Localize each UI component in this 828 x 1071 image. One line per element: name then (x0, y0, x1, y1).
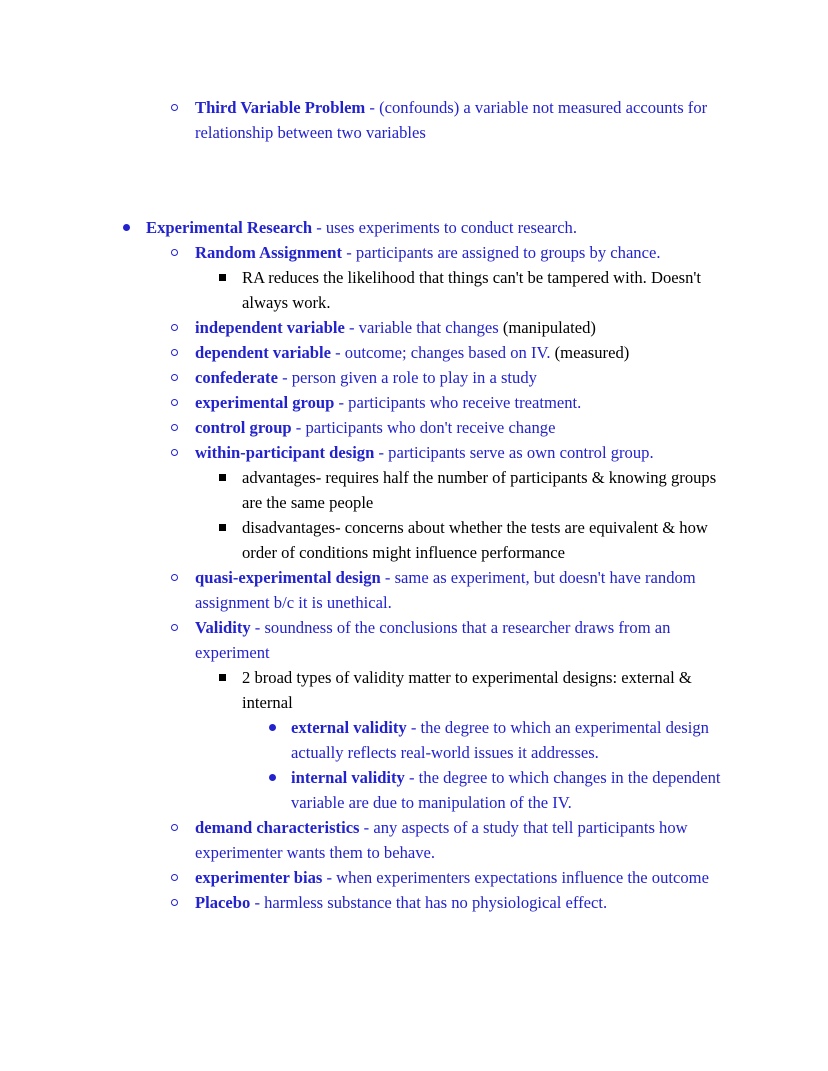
term-text: confederate (195, 368, 278, 387)
term-text: experimental group (195, 393, 335, 412)
definition-text: - outcome; changes based on IV. (330, 343, 555, 362)
bullet-circle-icon (171, 624, 178, 631)
term-text: Experimental Research (146, 218, 313, 237)
term-text: external validity (291, 718, 407, 737)
list-item-placebo (0, 890, 828, 915)
term-text: demand characteristics (195, 818, 360, 837)
term-text: experimenter bias (195, 868, 323, 887)
list-item-experimental-research (0, 215, 828, 240)
list-item-third-variable-problem (0, 95, 828, 145)
list-item-control-group (0, 415, 828, 440)
note-text: advantages- requires half the number of participants & knowing groups are the same people (242, 468, 717, 512)
list-item-ra-note (0, 265, 828, 315)
bullet-disc-icon (269, 724, 276, 731)
bullet-circle-icon (171, 349, 178, 356)
definition-text: - same as experiment, but doesn't have random assignment b/c it is unethical. (195, 568, 696, 612)
definition-text: - uses experiments to conduct research. (312, 218, 578, 237)
list-item-dependent-variable (0, 340, 828, 365)
list-item-random-assignment (0, 240, 828, 265)
bullet-circle-icon (171, 899, 178, 906)
bullet-square-icon (219, 524, 226, 531)
bullet-circle-icon (171, 104, 178, 111)
definition-text: - (confounds) a variable not measured accounts for relationship between two variables (195, 98, 708, 142)
list-item-advantages (0, 465, 828, 515)
definition-text: - when experimenters expectations influence the outcome (322, 868, 709, 887)
list-item-demand-characteristics (0, 815, 828, 865)
bullet-circle-icon (171, 399, 178, 406)
list-item-within-participant-design (0, 440, 828, 465)
annotation-text: (manipulated) (502, 318, 596, 337)
bullet-square-icon (219, 674, 226, 681)
definition-text: - the degree to which an experimental design actually reflects real-world issues it addresses. (291, 718, 709, 762)
bullet-circle-icon (171, 249, 178, 256)
annotation-text: (measured) (554, 343, 630, 362)
bullet-disc-icon (123, 224, 130, 231)
list-item-validity (0, 615, 828, 665)
term-text: Placebo (195, 893, 251, 912)
list-item-validity-types-note (0, 665, 828, 715)
bullet-square-icon (219, 274, 226, 281)
definition-text: - any aspects of a study that tell participants how experimenter wants them to behave. (195, 818, 688, 862)
definition-text: - participants serve as own control group. (374, 443, 654, 462)
definition-text: - variable that changes (344, 318, 503, 337)
bullet-circle-icon (171, 874, 178, 881)
bullet-circle-icon (171, 449, 178, 456)
bullet-circle-icon (171, 374, 178, 381)
term-text: Validity (195, 618, 251, 637)
bullet-circle-icon (171, 824, 178, 831)
note-text: 2 broad types of validity matter to experimental designs: external & internal (242, 668, 692, 712)
bullet-circle-icon (171, 574, 178, 581)
list-item-confederate (0, 365, 828, 390)
term-text: control group (195, 418, 292, 437)
term-text: internal validity (291, 768, 405, 787)
note-text: RA reduces the likelihood that things can't be tampered with. Doesn't always work. (242, 268, 701, 312)
term-text: quasi-experimental design (195, 568, 381, 587)
term-text: dependent variable (195, 343, 331, 362)
list-item-experimental-group (0, 390, 828, 415)
definition-text: - the degree to which changes in the dependent variable are due to manipulation of the IV. (291, 768, 721, 812)
term-text: independent variable (195, 318, 345, 337)
definition-text: - participants are assigned to groups by chance. (342, 243, 661, 262)
bullet-disc-icon (269, 774, 276, 781)
term-text: within-participant design (195, 443, 375, 462)
bullet-circle-icon (171, 324, 178, 331)
paragraph-gap (0, 145, 828, 215)
list-item-external-validity (0, 715, 828, 765)
list-item-internal-validity (0, 765, 828, 815)
bullet-circle-icon (171, 424, 178, 431)
term-text: Third Variable Problem (195, 98, 366, 117)
list-item-experimenter-bias (0, 865, 828, 890)
list-item-quasi-experimental-design (0, 565, 828, 615)
list-item-disadvantages (0, 515, 828, 565)
definition-text: - soundness of the conclusions that a researcher draws from an experiment (195, 618, 671, 662)
definition-text: - harmless substance that has no physiological effect. (250, 893, 608, 912)
list-item-independent-variable (0, 315, 828, 340)
definition-text: - person given a role to play in a study (277, 368, 537, 387)
definition-text: - participants who receive treatment. (334, 393, 582, 412)
term-text: Random Assignment (195, 243, 343, 262)
definition-text: - participants who don't receive change (291, 418, 556, 437)
bullet-square-icon (219, 474, 226, 481)
note-text: disadvantages- concerns about whether the tests are equivalent & how order of conditions might influence performance (242, 518, 708, 562)
